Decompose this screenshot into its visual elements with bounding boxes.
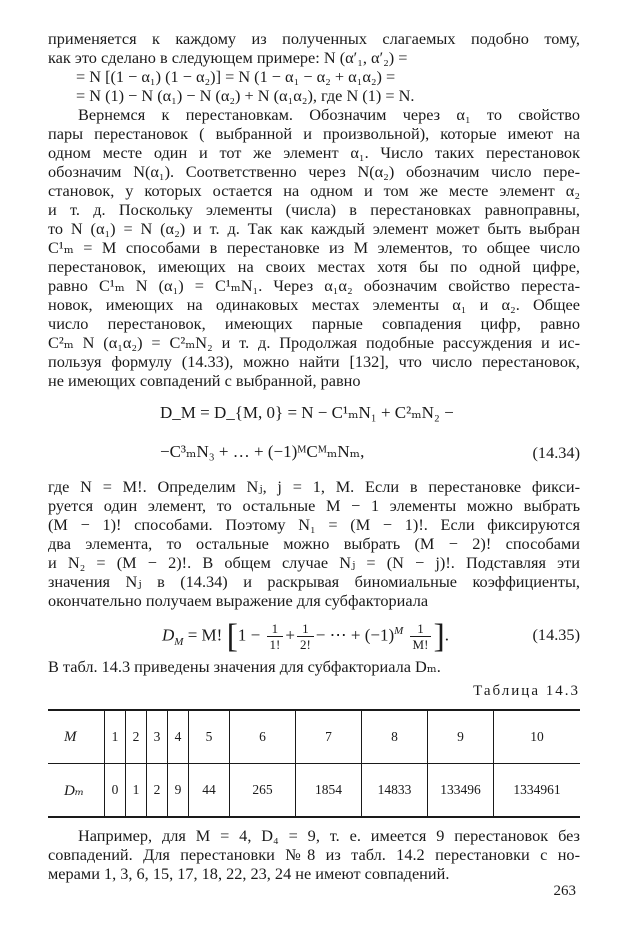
text-line: руется один элемент, то остальные M − 1 элементы можно выбрать	[48, 496, 580, 515]
text-line: применяется к каждому из полученных слагаемых подобно тому,	[48, 29, 580, 48]
table-cell: 0	[105, 764, 126, 818]
table-cell: 2	[126, 710, 147, 764]
text-line: равно C¹ₘ N (α₁) = C¹ₘN₁. Через α₁α₂ обозначим свойство переста-	[48, 276, 580, 295]
table-cell: 4	[168, 710, 189, 764]
formula-14-35: $D_M = M$! [1 − $\frac{1}{1!}$ + $\frac{1}{2!}$ − ⋯ + $(-1)^M$ $\frac{1}{M!}$ ].	[162, 617, 450, 655]
equation-number: (14.35)	[532, 625, 580, 644]
text-line: совпадений. Для перестановки №8 из табл. 14.2 перестановки с но-	[48, 845, 580, 864]
table-cell: 44	[189, 764, 230, 818]
text-line: и т. д. Поскольку элементы (числа) в перестановках равноправны,	[48, 200, 580, 219]
fraction: $\frac{1}{2!}$	[297, 621, 314, 652]
subfactorial-table	[48, 709, 580, 818]
text-line: не имеющих совпадений с выбранной, равно	[48, 371, 361, 390]
fraction: $\frac{1}{M!}$	[410, 621, 432, 652]
equation-number: (14.34)	[532, 443, 580, 462]
right-bracket: ]	[433, 617, 445, 655]
text-line: окончательно получаем выражение для субфакториала	[48, 591, 429, 610]
table-cell: 2	[147, 764, 168, 818]
formula-lhs: D	[162, 625, 175, 645]
text-line: новок, имеющих на одинаковых местах элементы α₁ и α₂. Общее	[48, 295, 580, 314]
table-cell: 1	[105, 710, 126, 764]
text-line: обозначим N(α₁). Соответственно через N(α₂) обозначим число пере-	[48, 162, 580, 181]
table-cell: 1	[126, 764, 147, 818]
text-line: одном месте один и тот же элемент α₁. Число таких перестановок	[48, 143, 580, 162]
text-line: и N₂ = (M − 2)!. В общем случае Nⱼ = (N − j)!. Подставляя эти	[48, 553, 580, 572]
page-number: 263	[553, 883, 576, 899]
table-cell: 1854	[296, 764, 362, 818]
table-cell: 6	[230, 710, 296, 764]
text-line: где N = M!. Определим Nⱼ, j = 1, M. Если в перестановке фикси-	[48, 477, 580, 496]
table-cell: 8	[362, 710, 428, 764]
table-cell: 7	[296, 710, 362, 764]
table-cell: 9	[168, 764, 189, 818]
formula-eq: = M!	[187, 625, 223, 645]
text-line: два элемента, то остальные можно выбрать (M − 2)! способами	[48, 534, 580, 553]
text-line: число перестановок, имеющих парные совпадения цифр, равно	[48, 314, 580, 333]
text-line: C¹ₘ = M способами в перестановке из M элементов, то общее число	[48, 238, 580, 257]
text-line: то N (α₁) = N (α₂) и т. д. Так как каждый элемент может быть выбран	[48, 219, 580, 238]
table-caption: Таблица 14.3	[473, 683, 580, 699]
text-line: значения Nⱼ в (14.34) и раскрывая биномиальные коэффициенты,	[48, 572, 580, 591]
table-cell: 10	[494, 710, 581, 764]
text-line: Вернемся к перестановкам. Обозначим через α₁ то свойство	[78, 105, 580, 124]
table-row	[48, 710, 580, 764]
left-bracket: [	[226, 617, 238, 655]
text-line: = N [(1 − α₁) (1 − α₂)] = N (1 − α₁ − α₂ + α₁α₂) =	[76, 67, 396, 86]
text-line: (M − 1)! способами. Поэтому N₁ = (M − 1)!. Если фиксируются	[48, 515, 580, 534]
table-cell: 5	[189, 710, 230, 764]
table-row	[48, 764, 580, 818]
table-cell: 3	[147, 710, 168, 764]
text-line: становок, у которых остается на одном и том же месте элемент α₂	[48, 181, 580, 200]
formula-14-34-line2: −C³ₘN₃ + … + (−1)ᴹCᴹₘNₘ,	[160, 442, 365, 461]
formula-plus: +	[285, 625, 295, 645]
text-line: пользуя формулу (14.33), можно найти [132], что число перестановок,	[48, 352, 580, 371]
text-line: мерами 1, 3, 6, 15, 17, 18, 22, 23, 24 не имеют совпадений.	[48, 864, 450, 883]
table-cell: 1334961	[494, 764, 581, 818]
formula-lhs-sub: M	[174, 636, 184, 649]
table-cell: 9	[428, 710, 494, 764]
text-line: = N (1) − N (α₁) − N (α₂) + N (α₁α₂), где N (1) = N.	[76, 86, 415, 105]
text-line: перестановок, имеющих на своих местах хотя бы по одной цифре,	[48, 257, 580, 276]
formula-exp: M	[394, 625, 404, 637]
text-line: как это сделано в следующем примере: N (α′₁, α′₂) =	[48, 48, 408, 67]
table-row-label: Dₘ	[48, 764, 105, 818]
table-cell: 133496	[428, 764, 494, 818]
fraction: $\frac{1}{1!}$	[267, 621, 284, 652]
text-line: C²ₘ N (α₁α₂) = C²ₘN₂ и т. д. Продолжая подобные рассуждения и ис-	[48, 333, 580, 352]
table-cell: 14833	[362, 764, 428, 818]
formula-dots: − ⋯ + (−1)	[315, 625, 395, 645]
text-line: Например, для M = 4, D₄ = 9, т. е. имеется 9 перестановок без	[78, 826, 580, 845]
table-cell: 265	[230, 764, 296, 818]
formula-14-34-line1: D_M = D_{M, 0} = N − C¹ₘN₁ + C²ₘN₂ −	[160, 403, 454, 422]
formula-one: 1 −	[237, 625, 261, 645]
text-line: пары перестановок ( выбранной и произвольной), которые имеют на	[48, 124, 580, 143]
text-line: В табл. 14.3 приведены значения для субфакториала Dₘ.	[48, 657, 441, 676]
table-row-label: M	[48, 710, 105, 764]
